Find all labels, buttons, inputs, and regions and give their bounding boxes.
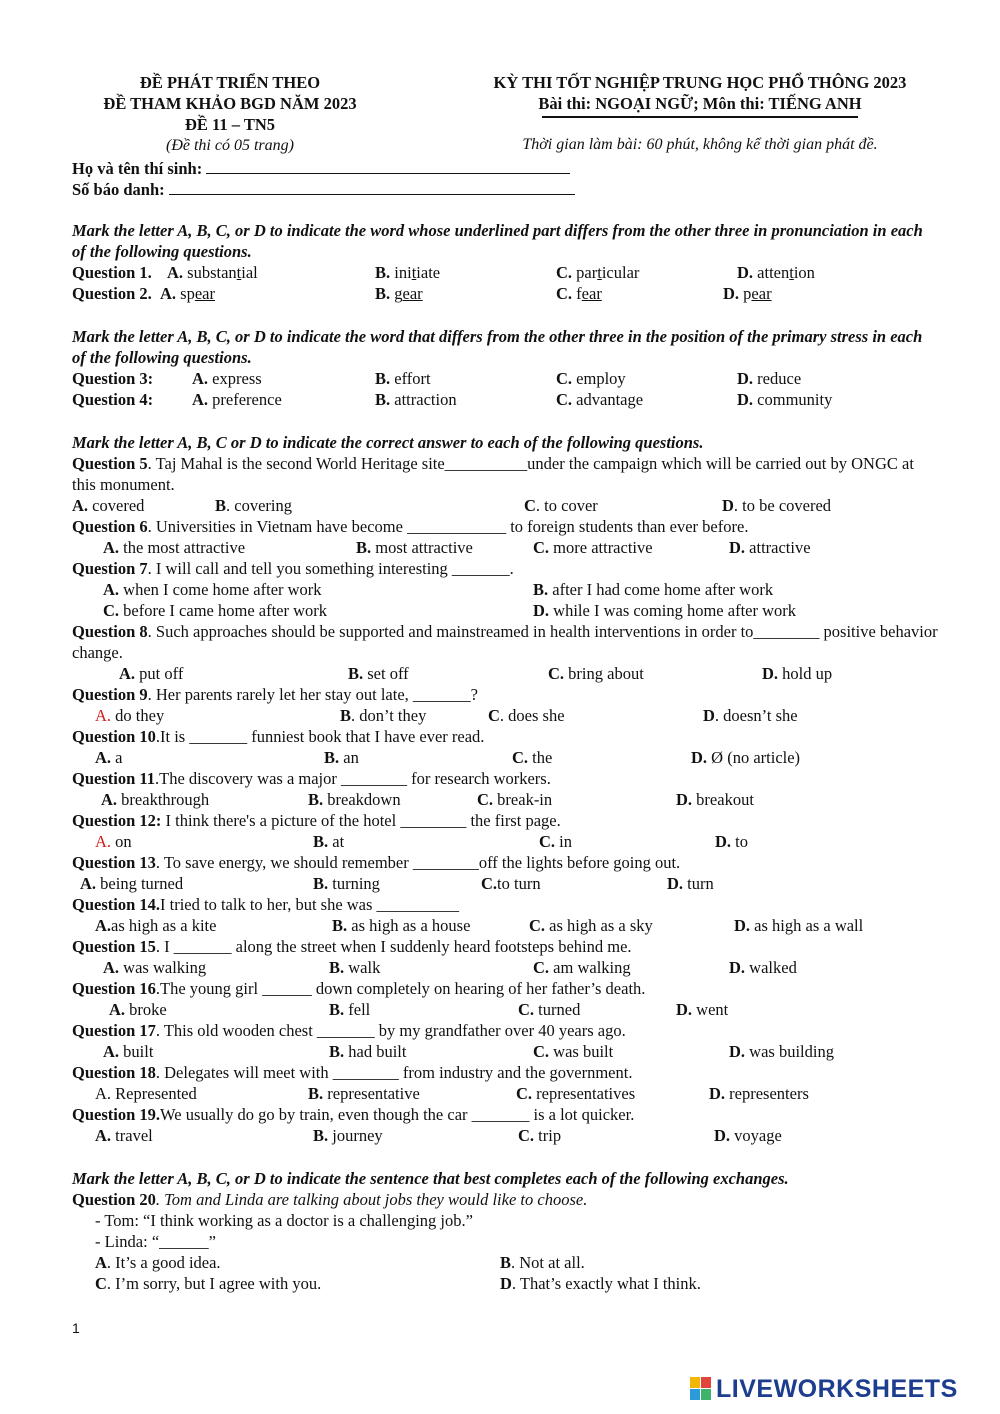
option-a[interactable]: A. travel [95, 1126, 153, 1145]
header-left-line: ĐỀ 11 – TN5 [184, 115, 275, 134]
option-b[interactable]: B. attraction [375, 390, 457, 409]
candidate-name-label: Họ và tên thí sinh: [72, 159, 203, 178]
option-b[interactable]: B. an [324, 748, 359, 767]
question-label: Question 6 [72, 517, 148, 536]
candidate-id-field[interactable] [169, 180, 575, 195]
question-label: Question 10 [72, 727, 156, 746]
header-left [70, 72, 390, 156]
options-row [72, 1041, 940, 1062]
question-label: Question 4: [72, 390, 154, 409]
option-a[interactable]: A. built [103, 1042, 154, 1061]
option-b[interactable]: B. representative [308, 1084, 420, 1103]
question-label: Question 19. [72, 1105, 161, 1124]
question-stem: Question 11.The discovery was a major ________ for research workers. [72, 769, 551, 788]
option-c[interactable]: C. as high as a sky [529, 916, 653, 935]
option-c[interactable]: C. does she [488, 706, 565, 725]
question-stem: Question 20. Tom and Linda are talking about jobs they would like to choose. [72, 1190, 588, 1209]
option-d[interactable]: D. to be covered [722, 496, 832, 515]
option-b[interactable]: B. initiate [375, 263, 441, 282]
option-c[interactable]: C. advantage [556, 390, 644, 409]
option-b[interactable]: B. fell [329, 1000, 371, 1019]
question-label: Question 8 [72, 622, 148, 641]
option-a[interactable]: A. being turned [80, 874, 184, 893]
question-stem: Question 18. Delegates will meet with ________ from industry and the government. [72, 1063, 633, 1082]
options-row [72, 705, 940, 726]
question-label: Question 9 [72, 685, 148, 704]
header-right-note: Thời gian làm bài: 60 phút, không kể thời gian phát đề. [522, 136, 878, 153]
exam-content [72, 220, 940, 1294]
option-c[interactable]: C. break-in [477, 790, 553, 809]
options-row [72, 915, 940, 936]
option-b[interactable]: B. had built [329, 1042, 407, 1061]
option-d[interactable]: D. as high as a wall [734, 916, 864, 935]
liveworksheets-wordmark: LIVEWORKSHEETS [716, 1374, 958, 1403]
option-d[interactable]: D. while I was coming home after work [533, 601, 797, 620]
option-b[interactable]: B. breakdown [308, 790, 401, 809]
candidate-info [72, 158, 632, 200]
option-a[interactable]: A. a [95, 748, 123, 767]
question-label: Question 3: [72, 369, 154, 388]
candidate-name-row [72, 158, 632, 179]
options-row [72, 789, 940, 810]
option-c[interactable]: C. I’m sorry, but I agree with you. [95, 1274, 322, 1293]
options-row [72, 537, 940, 558]
question-stem: Question 16.The young girl ______ down completely on hearing of her father’s death. [72, 979, 646, 998]
option-a[interactable]: A. substantial [167, 263, 258, 282]
options-row [72, 600, 940, 621]
option-d[interactable]: D. to [715, 832, 749, 851]
option-c[interactable]: C. employ [556, 369, 626, 388]
option-a[interactable]: A. the most attractive [103, 538, 246, 557]
question-label: Question 12: [72, 811, 162, 830]
options-row [72, 1083, 940, 1104]
option-d[interactable]: D. walked [729, 958, 797, 977]
header-right [440, 72, 960, 155]
header-right-line: Bài thi: NGOẠI NGỮ; Môn thi: TIẾNG ANH [538, 94, 862, 113]
page-number: 1 [72, 1320, 80, 1336]
option-a[interactable]: A. Represented [95, 1084, 197, 1103]
question-stem: Question 5. Taj Mahal is the second World Heritage site__________under the campaign which will be carried out by ONGC at this monument. [72, 454, 914, 494]
option-b[interactable]: B. journey [313, 1126, 383, 1145]
option-a[interactable]: A. broke [109, 1000, 167, 1019]
option-c[interactable]: C. before I came home after work [103, 601, 328, 620]
option-c[interactable]: C. was built [533, 1042, 614, 1061]
header-left-line: ĐỀ THAM KHẢO BGD NĂM 2023 [103, 94, 357, 113]
option-c[interactable]: C. turned [518, 1000, 581, 1019]
question-label: Question 18 [72, 1063, 156, 1082]
question-stem: Question 9. Her parents rarely let her stay out late, _______? [72, 685, 478, 704]
liveworksheets-logo [690, 1374, 990, 1404]
question-stem: Question 14.I tried to talk to her, but she was __________ [72, 895, 460, 914]
option-d[interactable]: D. attention [737, 263, 815, 282]
option-d[interactable]: D. community [737, 390, 833, 409]
options-row [72, 663, 940, 684]
question-label: Question 5 [72, 454, 148, 473]
option-b[interactable]: B. covering [215, 496, 292, 515]
question-row [72, 262, 940, 283]
option-c[interactable]: C. the [512, 748, 553, 767]
question-label: Question 17 [72, 1021, 156, 1040]
option-b[interactable]: B. set off [348, 664, 409, 683]
question-label: Question 11 [72, 769, 155, 788]
option-a[interactable]: A. It’s a good idea. [95, 1253, 221, 1272]
option-d[interactable]: D. voyage [714, 1126, 782, 1145]
options-row [72, 1273, 940, 1294]
question-label: Question 15 [72, 937, 156, 956]
section-instruction: Mark the letter A, B, C or D to indicate the correct answer to each of the following questions. [72, 433, 704, 452]
question-row [72, 368, 940, 389]
question-label: Question 20 [72, 1190, 156, 1209]
option-b[interactable]: B. turning [313, 874, 380, 893]
question-stem: Question 7. I will call and tell you something interesting _______. [72, 559, 514, 578]
option-c[interactable]: C. particular [556, 263, 640, 282]
option-b[interactable]: B. most attractive [356, 538, 473, 557]
question-stem: Question 8. Such approaches should be supported and mainstreamed in health interventions in order to________ positive behavior change. [72, 622, 938, 662]
question-stem: Question 12: I think there's a picture of the hotel ________ the first page. [72, 811, 561, 830]
option-d[interactable]: D. representers [709, 1084, 809, 1103]
options-row [72, 957, 940, 978]
question-stem: Question 6. Universities in Vietnam have become ____________ to foreign students than ever before. [72, 517, 749, 536]
option-b[interactable]: B. as high as a house [332, 916, 471, 935]
option-c[interactable]: C.to turn [481, 874, 541, 893]
option-c[interactable]: C. to cover [524, 496, 598, 515]
candidate-id-row [72, 179, 632, 200]
option-c[interactable]: C. more attractive [533, 538, 653, 557]
question-label: Question 1. [72, 263, 152, 282]
header-left-note: (Đề thi có 05 trang) [166, 137, 294, 154]
option-b[interactable]: B. gear [375, 284, 423, 303]
option-a[interactable]: A. was walking [103, 958, 207, 977]
dialogue-line: - Linda: “______” [95, 1232, 216, 1251]
option-c[interactable]: C. trip [518, 1126, 562, 1145]
option-a[interactable]: A. covered [72, 496, 145, 515]
option-a[interactable]: A. express [192, 369, 262, 388]
option-c[interactable]: C. fear [556, 284, 602, 303]
options-row [72, 999, 940, 1020]
exam-header [70, 72, 940, 154]
option-b[interactable]: B. at [313, 832, 345, 851]
option-c[interactable]: C. representatives [516, 1084, 636, 1103]
option-c[interactable]: C. am walking [533, 958, 631, 977]
option-a[interactable]: A. put off [119, 664, 184, 683]
question-stem: Question 10.It is _______ funniest book that I have ever read. [72, 727, 485, 746]
question-row [72, 389, 940, 410]
option-d[interactable]: D. turn [667, 874, 714, 893]
options-row [72, 1125, 940, 1146]
option-d[interactable]: D. Ø (no article) [691, 748, 801, 767]
options-row [72, 831, 940, 852]
option-c[interactable]: C. bring about [548, 664, 644, 683]
option-d[interactable]: D. That’s exactly what I think. [500, 1274, 701, 1293]
dialogue-line: - Tom: “I think working as a doctor is a challenging job.” [95, 1211, 473, 1230]
section-instruction: Mark the letter A, B, C, or D to indicate the sentence that best completes each of the following exchanges. [72, 1169, 789, 1188]
option-a[interactable]: A. preference [192, 390, 282, 409]
question-stem: Question 15. I _______ along the street when I suddenly heard footsteps behind me. [72, 937, 632, 956]
question-stem: Question 17. This old wooden chest _______ by my grandfather over 40 years ago. [72, 1021, 626, 1040]
option-a[interactable]: A. spear [160, 284, 215, 303]
option-d[interactable]: D. reduce [737, 369, 802, 388]
header-divider [542, 116, 858, 118]
option-a-highlighted[interactable]: A. do they [95, 706, 165, 725]
option-d[interactable]: D. was building [729, 1042, 834, 1061]
question-stem: Question 19.We usually do go by train, even though the car _______ is a lot quicker. [72, 1105, 635, 1124]
option-d[interactable]: D. went [676, 1000, 729, 1019]
option-b[interactable]: B. after I had come home after work [533, 580, 774, 599]
option-d[interactable]: D. doesn’t she [703, 706, 798, 725]
option-b[interactable]: B. walk [329, 958, 381, 977]
options-row [72, 747, 940, 768]
option-a[interactable]: A. when I come home after work [103, 580, 322, 599]
question-label: Question 14. [72, 895, 161, 914]
option-a[interactable]: A.as high as a kite [95, 916, 217, 935]
option-b[interactable]: B. Not at all. [500, 1253, 585, 1272]
candidate-id-label: Số báo danh: [72, 180, 165, 199]
option-b[interactable]: B. don’t they [340, 706, 427, 725]
liveworksheets-logo-icon [690, 1377, 712, 1401]
option-b[interactable]: B. effort [375, 369, 431, 388]
options-row [72, 495, 940, 516]
header-right-line: KỲ THI TỐT NGHIỆP TRUNG HỌC PHỔ THÔNG 2023 [493, 73, 907, 92]
question-label: Question 13 [72, 853, 156, 872]
question-label: Question 7 [72, 559, 148, 578]
options-row [72, 1252, 940, 1273]
option-d[interactable]: D. hold up [762, 664, 833, 683]
option-c[interactable]: C. in [539, 832, 573, 851]
option-a[interactable]: A. breakthrough [101, 790, 210, 809]
question-row [72, 283, 940, 304]
header-left-line: ĐỀ PHÁT TRIỂN THEO [139, 73, 321, 92]
options-row [72, 579, 940, 600]
section-instruction: Mark the letter A, B, C, or D to indicate the word that differs from the other three in the position of the primary stress in each of the following questions. [72, 327, 923, 367]
option-a-highlighted[interactable]: A. on [95, 832, 132, 851]
question-label: Question 16 [72, 979, 156, 998]
option-d[interactable]: D. breakout [676, 790, 754, 809]
question-label: Question 2. [72, 284, 152, 303]
option-d[interactable]: D. attractive [729, 538, 811, 557]
option-d[interactable]: D. pear [723, 284, 772, 303]
candidate-name-field[interactable] [206, 159, 570, 174]
options-row [72, 873, 940, 894]
section-instruction: Mark the letter A, B, C, or D to indicate the word whose underlined part differs from the other three in pronunciation in each of the following questions. [72, 221, 923, 261]
question-stem: Question 13. To save energy, we should remember ________off the lights before going out. [72, 853, 681, 872]
